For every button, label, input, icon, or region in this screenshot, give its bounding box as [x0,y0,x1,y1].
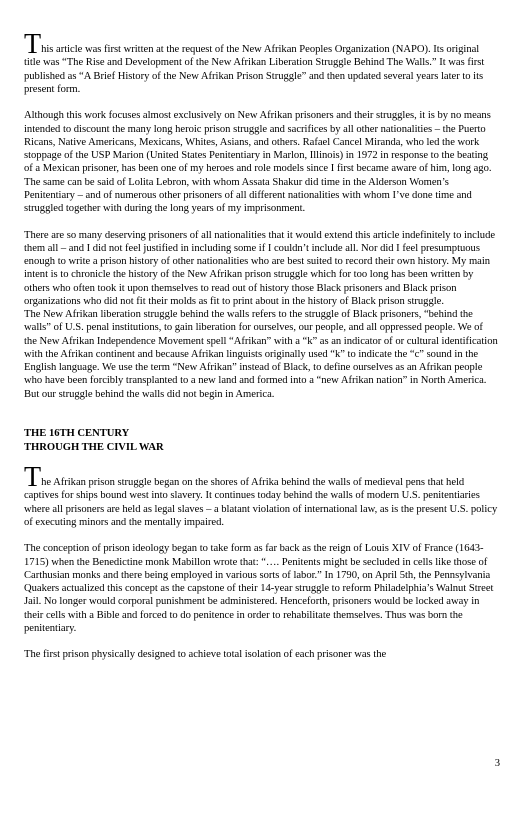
drop-cap: T [24,29,42,60]
paragraph-liberation-struggle: The New Afrikan liberation struggle behind the walls refers to the struggle of Black prisoners, “behind the walls” of U.S. penal institutions, to gain liberation for ourselves, our people, and all oppressed people. We of the New Afrikan Independence Movement spell “Afrikan” with a “k” as an indicator of or cultural identification with the Afrikan continent and because Afrikan linguists originally used “k” to indicate the “c” sound in the English language. We use the term “New Afrikan” instead of Black, to define ourselves as an Afrikan people who have been forcibly transplanted to a new land and formed into a “new Afrikan nation” in North America. But our struggle behind the walls did not begin in America. [24,309,498,400]
paragraph-prison-struggle-origin [24,462,498,529]
paragraph-prison-ideology: The conception of prison ideology began to take form as far back as the reign of Louis XIV of France (1643-1715) when the Benedictine monk Mabillon wrote that: “…. Penitents might be secluded in cells like those of Carthusian monks and there being employed in various sorts of labor.” In 1790, on April 5th, the Pennsylvania Quakers actualized this concept as the capstone of their 14-year struggle to reform Philadelphia’s Walnut Street Jail. No longer would corporal punishment be administered. Henceforth, prisoners would be locked away in their cells with a Bible and forced to do penitence in order to rehabilitate themselves. Thus was born the penitentiary. [24,543,494,634]
paragraph-text: his article was first written at the request of the New Afrikan Peoples Organization (NAPO). Its original title was “The Rise and Development of the New Afrikan Liberation Struggle Behind The Walls.” It was first published as “A Brief History of the New Afrikan Prison Struggle” and then updated several years later to its present form. [24,44,485,95]
page-number: 3 [494,758,500,769]
paragraph-nationalities: Although this work focuses almost exclusively on New Afrikan prisoners and their struggles, it is by no means intended to discount the many long heroic prison struggle and sacrifices by all other nationalities – the Puerto Ricans, Native Americans, Mexicans, Whites, Asians, and others. Rafael Cancel Miranda, who led the work stoppage of the USP Marion (United States Penitentiary in Marlon, Illinois) in 1972 in response to the beating of a Mexican prisoner, has been one of my heroes and role models since I first became aware of him, long ago. The same can be said of Lolita Lebron, with whom Assata Shakur did time in the Alderson Women’s Penitentiary – and of numerous other prisoners of all different nationalities with whom I’ve done time and struggled together with during the long years of my imprisonment. [24,110,492,214]
intro-paragraph [24,29,498,96]
drop-cap: T [24,462,42,493]
paragraph-text: he Afrikan prison struggle began on the shores of Afrika behind the walls of medieval pens that held captives for ships bound west into slavery. It continues today behind the walls of modern U.S. penitentiaries where all prisoners are held as legal slaves – a blatant violation of international law, as is the present U.S. policy of executing minors and the mentally impaired. [24,477,498,528]
section-heading-line2: THROUGH THE CIVIL WAR [24,441,164,453]
document-page [24,29,498,662]
paragraph-first-prison: The first prison physically designed to achieve total isolation of each prisoner was the [24,649,387,661]
paragraph-deserving-prisoners: There are so many deserving prisoners of all nationalities that it would extend this article indefinitely to include them all – and I did not feel justified in including some if I couldn’t include all. Nor did I feel presumptuous enough to write a prison history of other nationalities who are best suited to record their own history. My main intent is to chronicle the history of the New Afrikan prison struggle which for too long has been written by others who often took it upon themselves to read out of history those Black prisoners and Black prison organizations who did not fit their molds as fit to print about in the history of Black prison struggle. [24,229,496,307]
section-heading-line1: THE 16TH CENTURY [24,428,130,440]
